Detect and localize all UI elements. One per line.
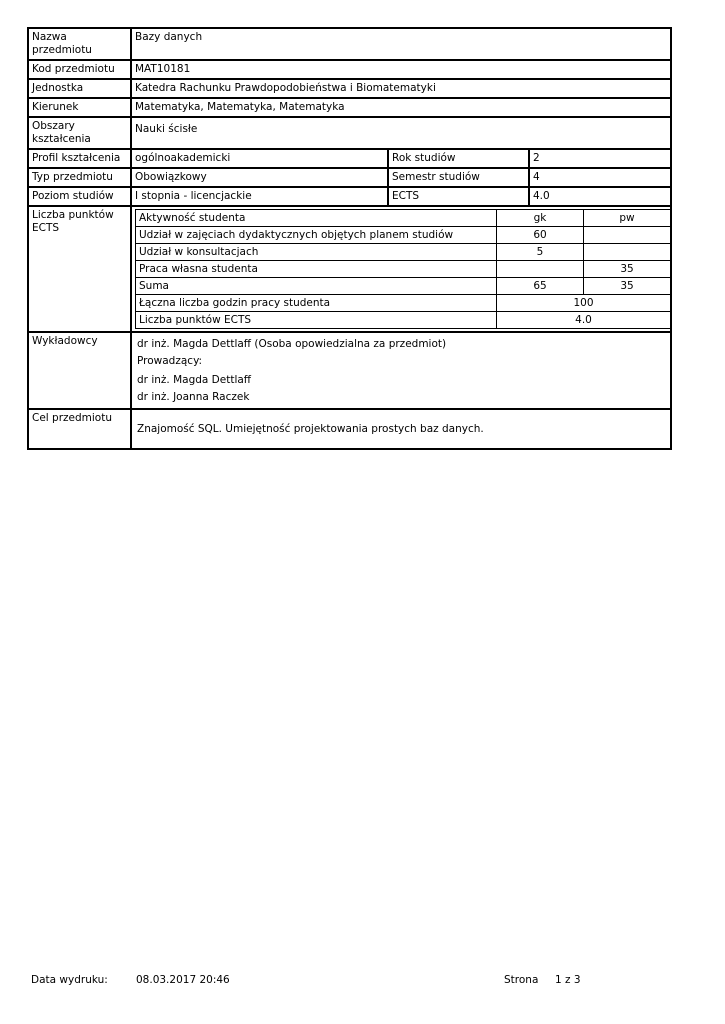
value-nazwa: Bazy danych bbox=[131, 28, 671, 60]
row-wykladowcy bbox=[28, 332, 671, 409]
ects-gk bbox=[497, 261, 584, 278]
page-footer bbox=[0, 974, 725, 990]
ects-total-hours-row bbox=[136, 295, 671, 312]
row-ects-breakdown bbox=[28, 206, 671, 332]
ects-header-activity: Aktywność studenta bbox=[136, 210, 497, 227]
ects-total-points-row bbox=[136, 312, 671, 329]
label-obszary bbox=[28, 117, 131, 149]
label-liczba-punktow-line1: Liczba punktów bbox=[32, 209, 114, 221]
ects-pw: 35 bbox=[584, 278, 671, 295]
label-kierunek: Kierunek bbox=[28, 98, 131, 117]
print-date-label: Data wydruku: bbox=[31, 974, 108, 986]
value-obszary: Nauki ścisłe bbox=[131, 117, 671, 149]
value-ects: 4.0 bbox=[529, 187, 671, 206]
ects-breakdown-cell bbox=[131, 206, 671, 332]
label-wykladowcy: Wykładowcy bbox=[28, 332, 131, 409]
table-row bbox=[136, 261, 671, 278]
label-kod: Kod przedmiotu bbox=[28, 60, 131, 79]
table-row bbox=[136, 244, 671, 261]
value-jednostka: Katedra Rachunku Prawdopodobieństwa i Biomatematyki bbox=[131, 79, 671, 98]
ects-total-points-value: 4.0 bbox=[497, 312, 671, 329]
label-typ: Typ przedmiotu bbox=[28, 168, 131, 187]
ects-breakdown-table bbox=[135, 209, 671, 329]
list-item: dr inż. Magda Dettlaff bbox=[137, 374, 252, 386]
label-jednostka: Jednostka bbox=[28, 79, 131, 98]
ects-header-pw: pw bbox=[584, 210, 671, 227]
row-typ bbox=[28, 168, 671, 187]
ects-total-hours-label: Łączna liczba godzin pracy studenta bbox=[136, 295, 497, 312]
value-typ: Obowiązkowy bbox=[131, 168, 388, 187]
page-number: 1 z 3 bbox=[555, 974, 581, 986]
value-wykladowcy bbox=[131, 332, 671, 409]
page-label: Strona bbox=[504, 974, 539, 986]
label-obszary-line2: kształcenia bbox=[32, 133, 91, 145]
ects-activity: Udział w konsultacjach bbox=[136, 244, 497, 261]
ects-gk: 5 bbox=[497, 244, 584, 261]
lecturer-responsible: dr inż. Magda Dettlaff (Osoba opowiedzialna za przedmiot) bbox=[137, 338, 447, 350]
row-kod bbox=[28, 60, 671, 79]
row-obszary bbox=[28, 117, 671, 149]
row-cel bbox=[28, 409, 671, 449]
value-kod: MAT10181 bbox=[131, 60, 671, 79]
value-rok: 2 bbox=[529, 149, 671, 168]
ects-pw bbox=[584, 227, 671, 244]
row-profil bbox=[28, 149, 671, 168]
label-semestr: Semestr studiów bbox=[388, 168, 529, 187]
row-jednostka bbox=[28, 79, 671, 98]
value-profil: ogólnoakademicki bbox=[131, 149, 388, 168]
ects-activity: Praca własna studenta bbox=[136, 261, 497, 278]
ects-activity: Suma bbox=[136, 278, 497, 295]
row-nazwa bbox=[28, 28, 671, 60]
ects-header-row bbox=[136, 210, 671, 227]
ects-total-points-label: Liczba punktów ECTS bbox=[136, 312, 497, 329]
ects-activity: Udział w zajęciach dydaktycznych objętych planem studiów bbox=[136, 227, 497, 244]
label-rok: Rok studiów bbox=[388, 149, 529, 168]
ects-gk: 60 bbox=[497, 227, 584, 244]
print-date-value: 08.03.2017 20:46 bbox=[136, 974, 230, 986]
value-poziom: I stopnia - licencjackie bbox=[131, 187, 388, 206]
row-poziom bbox=[28, 187, 671, 206]
ects-pw bbox=[584, 244, 671, 261]
value-kierunek: Matematyka, Matematyka, Matematyka bbox=[131, 98, 671, 117]
label-nazwa: Nazwa przedmiotu bbox=[28, 28, 131, 60]
table-row bbox=[136, 278, 671, 295]
ects-pw: 35 bbox=[584, 261, 671, 278]
prowadzacy-label: Prowadzący: bbox=[137, 355, 203, 367]
value-semestr: 4 bbox=[529, 168, 671, 187]
label-ects: ECTS bbox=[388, 187, 529, 206]
label-liczba-punktow-line2: ECTS bbox=[32, 222, 60, 234]
ects-header-gk: gk bbox=[497, 210, 584, 227]
label-obszary-line1: Obszary bbox=[32, 120, 75, 132]
ects-gk: 65 bbox=[497, 278, 584, 295]
table-row bbox=[136, 227, 671, 244]
value-cel: Znajomość SQL. Umiejętność projektowania prostych baz danych. bbox=[131, 409, 671, 449]
label-cel: Cel przedmiotu bbox=[28, 409, 131, 449]
list-item: dr inż. Joanna Raczek bbox=[137, 391, 250, 403]
label-profil: Profil kształcenia bbox=[28, 149, 131, 168]
label-poziom: Poziom studiów bbox=[28, 187, 131, 206]
row-kierunek bbox=[28, 98, 671, 117]
course-info-table bbox=[27, 27, 672, 450]
ects-total-hours-value: 100 bbox=[497, 295, 671, 312]
label-liczba-punktow bbox=[28, 206, 131, 332]
